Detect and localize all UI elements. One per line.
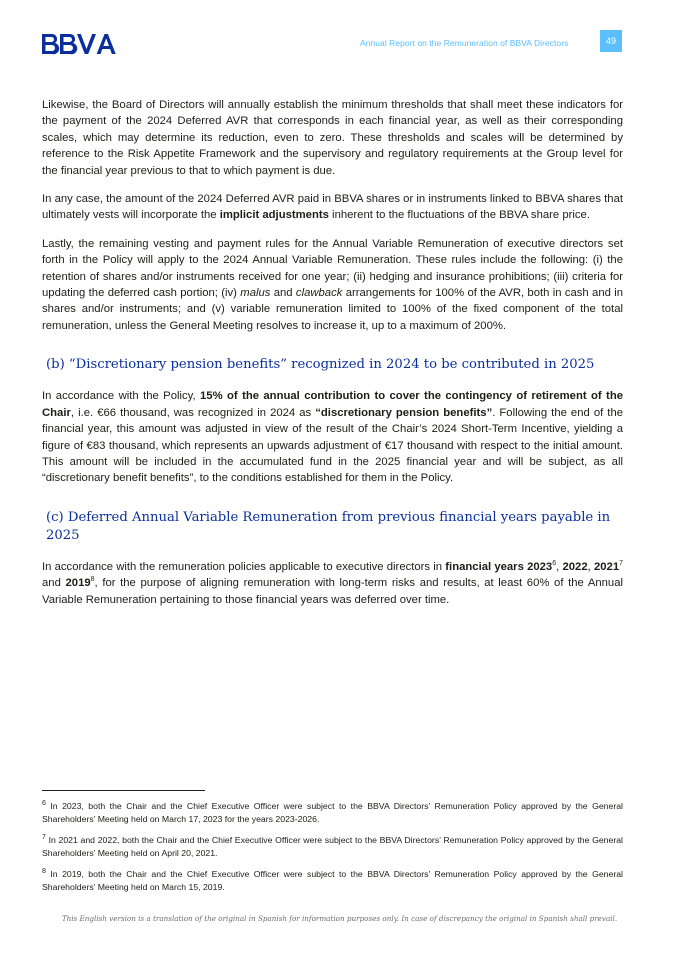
bold-fy-2019: 2019: [65, 577, 91, 590]
translation-disclaimer: This English version is a translation of the original in Spanish for information purposes only. In case of discrepancy the original in Spanish shall prevail.: [61, 914, 618, 923]
page-number: 49: [600, 30, 622, 52]
footnote-6: $^6$ In 2023, both the Chair and the Chief Executive Officer were subject to the BBVA Directors’ Remuneration Policy approved by the General Shareholders’ Meeting held on March 17, 2023 for the years 2023-2026.: [42, 800, 623, 824]
footnote-7: $^7$ In 2021 and 2022, both the Chair and the Chief Executive Officer were subject to the BBVA Directors’ Remuneration Policy approved by the General Shareholders’ Meeting held on April 20, 2021.: [42, 834, 623, 858]
document-title: Annual Report on the Remuneration of BBVA Directors: [360, 38, 569, 48]
page-body: [42, 97, 623, 620]
footnote-divider: [42, 790, 205, 791]
italic-clawback: clawback: [295, 287, 343, 300]
bold-fy-2022: 2022: [562, 560, 588, 573]
footnote-ref-7[interactable]: 7: [619, 559, 624, 567]
bold-implicit-adjustments: implicit adjustments: [219, 209, 329, 222]
bold-contribution: 15% of the annual contribution to cover the contingency of retirement of the Chair: [42, 390, 624, 419]
bold-discretionary-benefits: “discretionary pension benefits”: [315, 406, 493, 419]
footnote-ref-6[interactable]: 6: [552, 559, 557, 567]
footnote-ref-8[interactable]: 8: [90, 576, 95, 584]
footnote-8: $^8$ In 2019, both the Chair and the Chief Executive Officer were subject to the BBVA Directors’ Remuneration Policy approved by the General Shareholders’ Meeting held on March 15, 2019.: [42, 868, 623, 892]
bold-fy-2023: financial years 2023: [445, 560, 553, 573]
paragraph-implicit-adjustments: In any case, the amount of the 2024 Deferred AVR paid in BBVA shares or in instruments linked to BBVA shares that ultimately vests will incorporate the implicit adjustments inherent to the fluctuations of the BBVA share price.: [42, 193, 623, 222]
paragraph-thresholds: Likewise, the Board of Directors will annually establish the minimum thresholds that shall meet these indicators for the payment of the 2024 Deferred AVR that corresponds in each financial year, as well as their corresponding scales, which may determine its reduction, even to zero. These thresholds and scales will be determined by reference to the Risk Appetite Framework and the supervisory and regulatory requirements at the Group level for the financial year previous to that to which payment is due.: [42, 99, 623, 177]
paragraph-vesting-rules: Lastly, the remaining vesting and payment rules for the Annual Variable Remuneration of executive directors set forth in the Policy will apply to the 2024 Annual Variable Remuneration. These rules include the following: (i) the retention of shares and/or instruments received for one year; (ii) hedging and insurance prohibitions; (iii) criteria for updating the deferred cash portion; (iv) malus and clawback arrangements for 100% of the AVR, both in cash and in shares and/or instruments; and (v) variable remuneration limited to 100% of the fixed component of the total remuneration, unless the General Meeting resolves to increase it, up to a maximum of 200%.: [42, 237, 623, 332]
italic-malus: malus: [240, 287, 271, 300]
paragraph-deferred-avr: In accordance with the remuneration policies applicable to executive directors in financial years 2023$^6$, 2022, 2021$^7$ and 2019$^8$, for the purpose of aligning remuneration with long-term risks and results, at least 60% of the Annual Variable Remuneration pertaining to those financial years was deferred over time.: [42, 559, 624, 606]
paragraph-pension-benefits: In accordance with the Policy, 15% of the annual contribution to cover the contingency of retirement of the Chair, i.e. €66 thousand, was recognized in 2024 as “discretionary pension benefits”. Following the end of the financial year, this amount was adjusted in view of the result of the Chair’s 2024 Short-Term Incentive, yielding a figure of €83 thousand, which represents an upwards adjustment of €17 thousand with respect to the initial amount. This amount will be included in the accumulated fund in the 2025 financial year and will be subject, as all “discretionary benefit benefits”, to the conditions established for them in the Policy.: [42, 390, 624, 485]
bold-fy-2021: 2021: [593, 560, 620, 573]
footnotes: [42, 800, 623, 903]
section-b-heading: (b) “Discretionary pension benefits” recognized in 2024 to be contributed in 2025: [46, 357, 595, 373]
section-c-heading: (c) Deferred Annual Variable Remuneration from previous financial years payable in 2025: [46, 509, 611, 543]
bbva-logo: [42, 33, 120, 55]
